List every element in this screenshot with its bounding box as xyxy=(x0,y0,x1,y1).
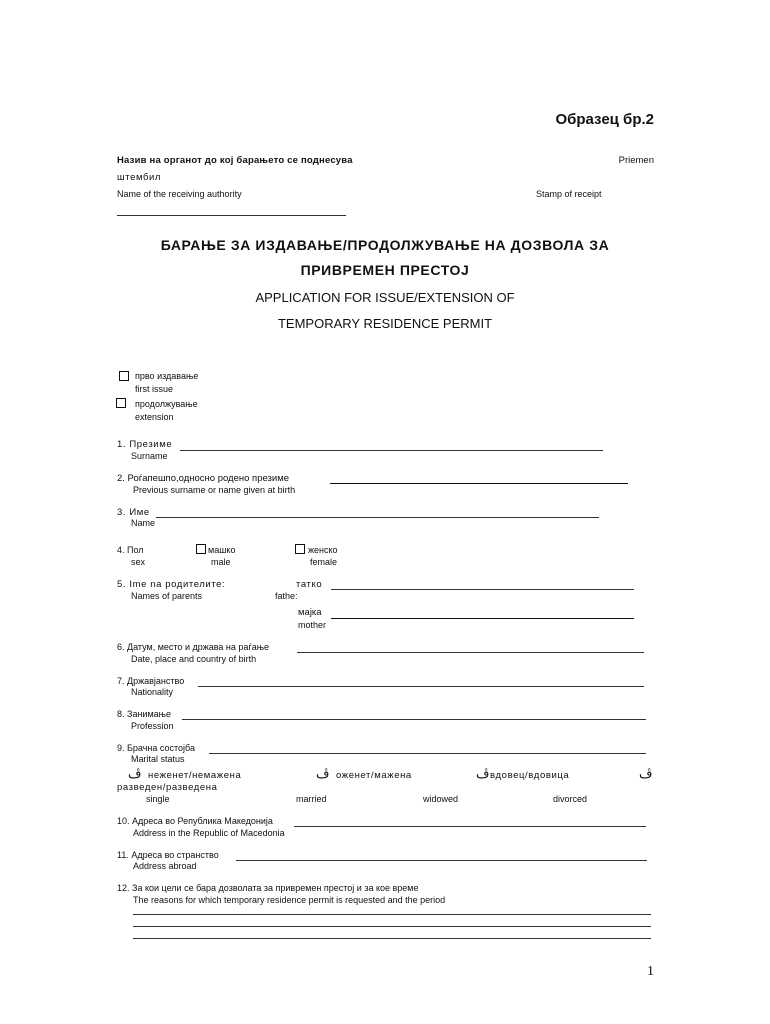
field-11-label-en: Address abroad xyxy=(133,861,197,871)
title-mk-line1: БАРАЊЕ ЗА ИЗДАВАЊЕ/ПРОДОЛЖУВАЊЕ НА ДОЗВОЛА ЗА xyxy=(160,237,610,253)
female-checkbox[interactable] xyxy=(295,544,305,554)
authority-line xyxy=(117,215,346,216)
first-issue-label-en: first issue xyxy=(135,384,174,394)
mother-line[interactable] xyxy=(331,618,634,619)
widowed-label-mk: вдовец/вдовица xyxy=(490,770,570,781)
marital-status-line[interactable] xyxy=(209,753,646,754)
single-option-icon[interactable]: ڤ xyxy=(128,766,142,781)
divorced-label-en: divorced xyxy=(553,794,588,804)
authority-label-en: Name of the receiving authority xyxy=(117,189,242,199)
field-4-label-mk: 4. Пол xyxy=(117,545,144,555)
field-6-label-mk: 6. Датум, место и држава на раѓање xyxy=(117,642,270,652)
field-8-label-mk: 8. Занимање xyxy=(117,709,171,719)
receipt-label-mk-2: штембил xyxy=(117,172,162,183)
name-line[interactable] xyxy=(156,517,599,518)
field-3-label-en: Name xyxy=(131,518,156,528)
field-12-label-mk: 12. За кои цели се бара дозволата за привремен престој и за кое време xyxy=(117,883,419,893)
field-5-label-en: Names of parents xyxy=(131,591,203,601)
single-label-en: single xyxy=(146,794,170,804)
first-issue-label-mk: прво издавање xyxy=(135,371,199,381)
father-label-en: fathe: xyxy=(275,591,298,601)
divorced-option-icon[interactable]: ڤ xyxy=(639,766,653,781)
title-mk-line2: ПРИВРЕМЕН ПРЕСТОЈ xyxy=(300,262,470,278)
nationality-line[interactable] xyxy=(198,686,644,687)
reasons-line-3[interactable] xyxy=(133,938,651,939)
previous-surname-line[interactable] xyxy=(330,483,628,484)
father-line[interactable] xyxy=(331,589,634,590)
surname-line[interactable] xyxy=(180,450,603,451)
reasons-line-2[interactable] xyxy=(133,926,651,927)
mother-label-en: mother xyxy=(298,620,327,630)
receipt-label-en: Stamp of receipt xyxy=(536,189,602,199)
male-label-mk: машко xyxy=(208,545,236,555)
title-en-line1: APPLICATION FOR ISSUE/EXTENSION OF xyxy=(255,290,515,305)
single-label-mk: неженет/немажена xyxy=(148,770,242,781)
field-7-label-mk: 7. Државјанство xyxy=(117,676,185,686)
field-10-label-en: Address in the Republic of Macedonia xyxy=(133,828,285,838)
page-number: 1 xyxy=(647,964,654,979)
extension-label-mk: продолжување xyxy=(135,399,198,409)
field-9-label-mk: 9. Брачна состојба xyxy=(117,743,195,753)
first-issue-checkbox[interactable] xyxy=(119,371,129,381)
widowed-option-icon[interactable]: ڤ xyxy=(476,766,490,781)
married-option-icon[interactable]: ڤ xyxy=(316,766,330,781)
divorced-label-mk: разведен/разведена xyxy=(117,782,218,793)
field-10-label-mk: 10. Адреса во Република Македонија xyxy=(117,816,273,826)
father-label-mk: татко xyxy=(296,579,323,590)
married-label-en: married xyxy=(296,794,327,804)
field-1-label-mk: 1. Презиме xyxy=(117,439,173,450)
field-11-label-mk: 11. Адреса во странство xyxy=(117,850,219,860)
authority-label-mk: Назив на органот до кој барањето се поднесува xyxy=(117,155,353,166)
field-9-label-en: Marital status xyxy=(131,754,185,764)
field-2-label-mk: 2. Роѓaпешпо,односно родено презиме xyxy=(117,473,290,484)
field-3-label-mk: 3. Име xyxy=(117,507,150,518)
male-label-en: male xyxy=(211,557,231,567)
birth-line[interactable] xyxy=(297,652,644,653)
field-2-label-en: Previous surname or name given at birth xyxy=(133,485,296,495)
profession-line[interactable] xyxy=(182,719,646,720)
male-checkbox[interactable] xyxy=(196,544,206,554)
extension-label-en: extension xyxy=(135,412,174,422)
extension-checkbox[interactable] xyxy=(116,398,126,408)
female-label-mk: женско xyxy=(308,545,338,555)
field-1-label-en: Surname xyxy=(131,451,168,461)
form-number: Образец бр.2 xyxy=(555,111,654,128)
field-12-label-en: The reasons for which temporary residence permit is requested and the period xyxy=(133,895,446,905)
widowed-label-en: widowed xyxy=(423,794,459,804)
field-5-label-mk: 5. Ime na родителите: xyxy=(117,579,226,590)
mother-label-mk: мајка xyxy=(298,607,322,618)
field-6-label-en: Date, place and country of birth xyxy=(131,654,257,664)
female-label-en: female xyxy=(310,557,338,567)
address-abroad-line[interactable] xyxy=(236,860,647,861)
married-label-mk: оженет/мажена xyxy=(336,770,412,781)
field-4-label-en: sex xyxy=(131,557,146,567)
title-en-line2: TEMPORARY RESIDENCE PERMIT xyxy=(277,316,493,331)
reasons-line-1[interactable] xyxy=(133,914,651,915)
address-mk-line[interactable] xyxy=(294,826,646,827)
field-7-label-en: Nationality xyxy=(131,687,174,697)
receipt-label-mk-1: Priemen xyxy=(618,155,654,166)
field-8-label-en: Profession xyxy=(131,721,174,731)
